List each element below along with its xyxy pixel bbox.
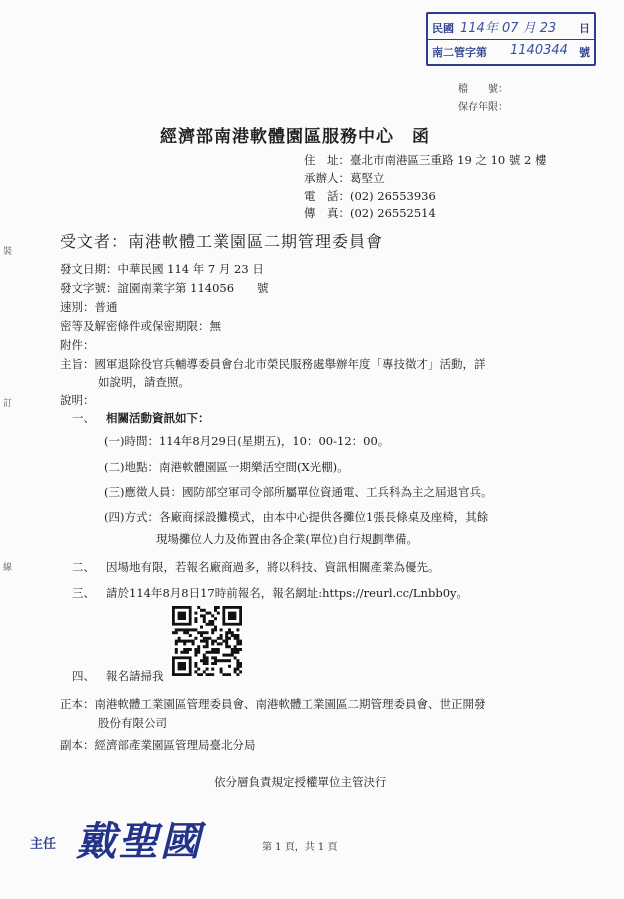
authorization-note: 依分層負責規定授權單位主管決行 xyxy=(214,775,387,789)
letter-title: 經濟部南港軟體園區服務中心 函 xyxy=(160,127,430,147)
copy-recipients: 副本：經濟部產業園區管理局臺北分局 xyxy=(60,738,256,752)
explanation-label: 說明： xyxy=(60,393,95,407)
issue-number: 發文字號：誼園南業字第 114056 號 xyxy=(60,281,269,295)
stamp-number-handwritten: 1140344 xyxy=(510,43,568,58)
stamp-date-prefix: 民國 xyxy=(432,22,454,35)
item-3-number: 三、 xyxy=(72,586,95,600)
item-1-applicants: (三)應徵人員：國防部空軍司令部所屬單位資通電、工兵科為主之屆退官兵。 xyxy=(104,485,493,499)
item-1-method-line-2: 現場攤位人力及佈置由各企業(單位)自行規劃準備。 xyxy=(156,532,418,546)
main-recipients-line-2: 股份有限公司 xyxy=(98,716,167,730)
margin-mark-staple: 訂 xyxy=(3,399,13,409)
attachment: 附件： xyxy=(60,338,95,352)
item-1-text: 相關活動資訊如下： xyxy=(106,411,210,425)
secrecy-level: 密等及解密條件或保密期限：無 xyxy=(60,319,221,333)
received-stamp xyxy=(426,12,596,66)
item-1-time: (一)時間：114年8月29日(星期五)，10：00-12：00。 xyxy=(104,434,390,448)
recipient: 受文者：南港軟體工業園區二期管理委員會 xyxy=(60,232,384,251)
sender-phone: 電 話：(02) 26553936 xyxy=(304,189,436,203)
subject-line-2: 如說明，請查照。 xyxy=(98,375,190,389)
signature-title: 主任 xyxy=(30,837,57,852)
item-1-method-line-1: (四)方式：各廠商採設攤模式，由本中心提供各攤位1張長條桌及座椅，其餘 xyxy=(104,510,489,524)
margin-mark-line: 線 xyxy=(3,563,13,573)
item-1-number: 一、 xyxy=(72,411,95,425)
item-3-text: 請於114年8月8日17時前報名，報名網址:https://reurl.cc/Lnbb0y。 xyxy=(106,586,469,600)
stamp-date-suffix: 日 xyxy=(579,22,590,35)
stamp-date-handwritten: 114年 07 月 23 xyxy=(460,21,557,36)
item-4-text: 報名請掃我 xyxy=(106,669,164,683)
signature-name: 戴聖國 xyxy=(76,818,202,865)
delivery-speed: 速別：普通 xyxy=(60,300,118,314)
item-2-text: 因場地有限，若報名廠商過多，將以科技、資訊相關產業為優先。 xyxy=(106,560,440,574)
qr-code-graphic xyxy=(172,606,242,676)
item-2-number: 二、 xyxy=(72,560,95,574)
margin-mark-bind: 裝 xyxy=(3,247,13,257)
stamp-divider xyxy=(428,39,594,40)
subject-line-1: 主旨：國軍退除役官兵輔導委員會台北市榮民服務處舉辦年度「專技徵才」活動，詳 xyxy=(60,357,486,371)
stamp-number-prefix: 南二管字第 xyxy=(432,46,487,59)
issue-date: 發文日期：中華民國 114 年 7 月 23 日 xyxy=(60,262,264,276)
item-1-location: (二)地點：南港軟體園區一期樂活空間(X光棚)。 xyxy=(104,460,349,474)
sender-address: 住 址：臺北市南港區三重路 19 之 10 號 2 樓 xyxy=(304,153,547,167)
file-number-label: 檔 號： xyxy=(458,84,508,95)
stamp-number-suffix: 號 xyxy=(579,46,590,59)
retention-label: 保存年限： xyxy=(458,102,508,113)
sender-fax: 傳 真：(02) 26552514 xyxy=(304,206,436,220)
main-recipients-line-1: 正本：南港軟體工業園區管理委員會、南港軟體工業園區二期管理委員會、世正開發 xyxy=(60,697,486,711)
registration-qr-code[interactable] xyxy=(172,606,242,676)
item-4-number: 四、 xyxy=(72,669,95,683)
page-number: 第 1 頁，共 1 頁 xyxy=(262,842,338,853)
sender-handler: 承辦人：葛堅立 xyxy=(304,171,385,185)
